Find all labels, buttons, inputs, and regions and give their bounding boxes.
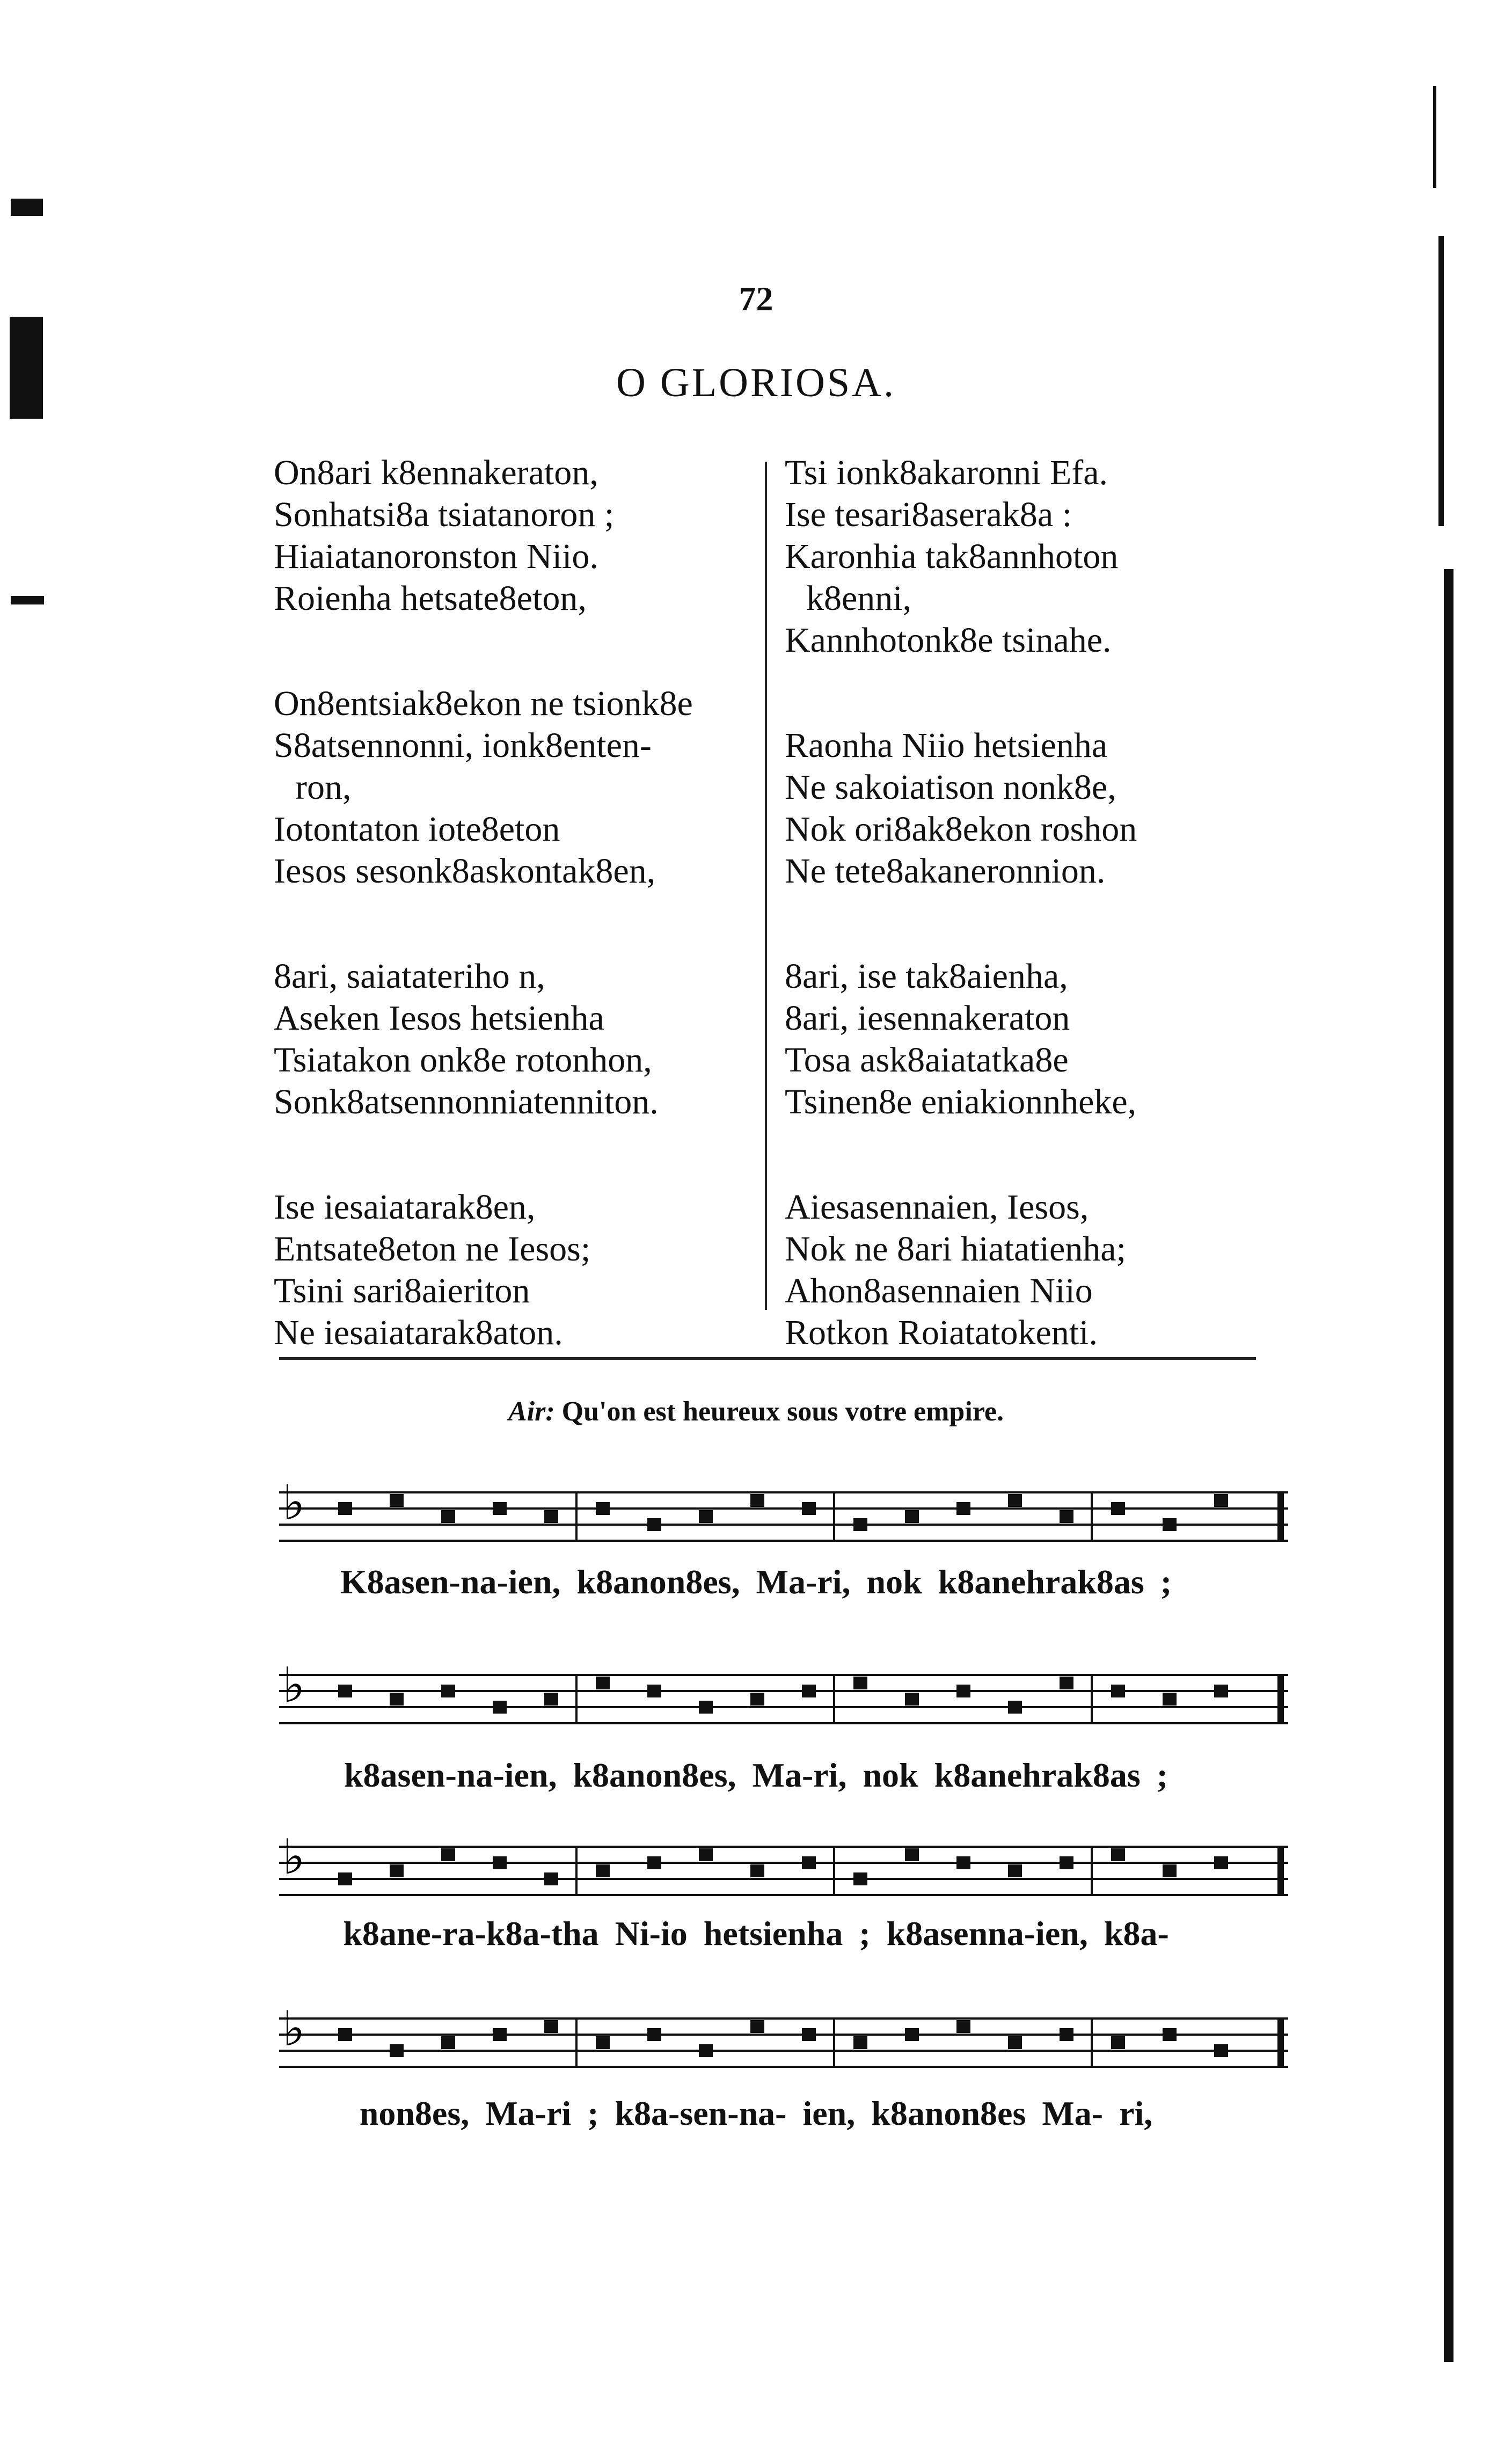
note-square [905, 1693, 919, 1706]
note-square [956, 1502, 970, 1515]
note-square [544, 1693, 558, 1706]
note-square [1111, 1685, 1125, 1697]
section-rule [279, 1357, 1256, 1360]
note-square [1111, 1848, 1125, 1861]
note-square [441, 2036, 455, 2049]
note-square [596, 1864, 610, 1877]
note-square [956, 1685, 970, 1697]
note-square [544, 2020, 558, 2033]
verse-line: Tsinen8e eniakionnheke, [785, 1082, 1137, 1121]
note-square [1163, 1864, 1177, 1877]
verse-line: Ise tesari8aserak8a : [785, 495, 1072, 534]
stanza-gap [785, 1123, 1137, 1186]
note-square [1163, 2028, 1177, 2041]
clef-icon: ♭ [282, 1657, 305, 1714]
air-label: Air: [508, 1396, 555, 1427]
left-edge-mark-3 [11, 596, 44, 604]
note-square [493, 1856, 507, 1869]
note-square [956, 1856, 970, 1869]
note-square [1008, 1701, 1022, 1714]
verse-line: Nok ori8ak8ekon roshon [785, 810, 1137, 849]
note-square [1060, 2028, 1073, 2041]
note-square [544, 1872, 558, 1885]
note-square [853, 2036, 867, 2049]
verse-line: S8atsennonni, ionk8enten- [274, 726, 652, 765]
verse-line: On8entsiak8ekon ne tsionk8e [274, 684, 693, 723]
lyric-line-4: non8es, Ma-ri ; k8a-sen-na- ien, k8anon8es Ma- ri, [359, 2094, 1153, 2132]
note-square [338, 1685, 352, 1697]
note-square [802, 1502, 816, 1515]
stanza-gap [785, 661, 1137, 725]
note-square [1008, 2036, 1022, 2049]
note-square [853, 1677, 867, 1689]
verse-line: Tsi ionk8akaronni Efa. [785, 453, 1108, 492]
note-square [1008, 1864, 1022, 1877]
music-staff-4 [279, 1986, 1299, 2110]
note-square [1214, 2044, 1228, 2057]
verse-line: Kannhotonk8e tsinahe. [785, 621, 1112, 660]
music-staff-2 [279, 1643, 1299, 1766]
note-square [905, 1848, 919, 1861]
note-square [1060, 1856, 1073, 1869]
note-square [750, 1864, 764, 1877]
note-square [802, 1856, 816, 1869]
note-square [390, 1494, 404, 1507]
final-bar [1277, 2019, 1284, 2067]
note-square [596, 2036, 610, 2049]
stanza-gap [274, 1123, 693, 1186]
note-square [699, 1510, 713, 1523]
note-square [905, 1510, 919, 1523]
verse-line: Entsate8eton ne Iesos; [274, 1229, 591, 1269]
note-square [647, 1856, 661, 1869]
note-square [853, 1518, 867, 1531]
right-edge-line-3 [1444, 569, 1453, 2362]
verse-line: Iotontaton iote8eton [274, 810, 560, 849]
stanza-gap [785, 892, 1137, 956]
verse-line: Iesos sesonk8askontak8en, [274, 851, 656, 891]
note-square [1214, 1856, 1228, 1869]
note-square [493, 1502, 507, 1515]
note-square [1163, 1693, 1177, 1706]
verse-line: 8ari, iesennakeraton [785, 999, 1070, 1038]
verse-line: Sonk8atsennonniatenniton. [274, 1082, 659, 1121]
note-square [544, 1510, 558, 1523]
verse-line: Tsiatakon onk8e rotonhon, [274, 1040, 652, 1080]
verse-line: Tsini sari8aieriton [274, 1271, 530, 1310]
note-square [699, 1701, 713, 1714]
note-square [596, 1677, 610, 1689]
note-square [750, 1693, 764, 1706]
left-edge-mark-1 [11, 199, 43, 216]
note-square [1214, 1494, 1228, 1507]
verse-line: Tosa ask8aiatatka8e [785, 1040, 1069, 1080]
note-square [596, 1502, 610, 1515]
note-square [441, 1510, 455, 1523]
verse-line: Ne iesaiatarak8aton. [274, 1313, 563, 1352]
note-square [390, 1693, 404, 1706]
note-square [338, 1502, 352, 1515]
note-square [441, 1685, 455, 1697]
note-square [338, 2028, 352, 2041]
verse-line: Aiesasennaien, Iesos, [785, 1187, 1089, 1227]
note-square [956, 2020, 970, 2033]
verse-line: Roienha hetsate8eton, [274, 579, 587, 618]
stanza-gap [274, 892, 693, 956]
lyric-line-2: k8asen-na-ien, k8anon8es, Ma-ri, nok k8anehrak8as ; [344, 1756, 1168, 1794]
note-square [390, 2044, 404, 2057]
note-square [905, 2028, 919, 2041]
verse-line: Hiaiatanoronston Niio. [274, 537, 598, 576]
verse-line: Ne sakoiatison nonk8e, [785, 768, 1116, 807]
lyric-line-3: k8ane-ra-k8a-tha Ni-io hetsienha ; k8asenna-ien, k8a- [343, 1914, 1169, 1952]
note-square [493, 2028, 507, 2041]
verse-line: Nok ne 8ari hiatatienha; [785, 1229, 1126, 1269]
note-square [647, 2028, 661, 2041]
note-square [1214, 1685, 1228, 1697]
note-square [750, 2020, 764, 2033]
note-square [802, 1685, 816, 1697]
lyric-line-1: K8asen-na-ien, k8anon8es, Ma-ri, nok k8anehrak8as ; [340, 1563, 1172, 1601]
note-square [647, 1685, 661, 1697]
hymn-right-column [785, 452, 1137, 1354]
note-square [1163, 1518, 1177, 1531]
verse-line: Raonha Niio hetsienha [785, 726, 1108, 765]
stanza-gap [274, 620, 693, 683]
verse-line: Ne tete8akaneronnion. [785, 851, 1106, 891]
note-square [338, 1872, 352, 1885]
column-divider [765, 462, 767, 1310]
note-square [1060, 1677, 1073, 1689]
hymn-left-column [274, 452, 693, 1354]
note-square [1060, 1510, 1073, 1523]
verse-line: Ahon8asennaien Niio [785, 1271, 1093, 1310]
clef-icon: ♭ [282, 1829, 305, 1885]
note-square [493, 1701, 507, 1714]
page-title: O GLORIOSA. [616, 360, 896, 405]
final-bar [1277, 1675, 1284, 1723]
note-square [1111, 2036, 1125, 2049]
note-square [699, 1848, 713, 1861]
final-bar [1277, 1492, 1284, 1541]
right-edge-line-1 [1433, 86, 1436, 188]
note-square [802, 2028, 816, 2041]
verse-line: Rotkon Roiatatokenti. [785, 1313, 1098, 1352]
note-square [1008, 1494, 1022, 1507]
verse-line: ron, [295, 768, 352, 807]
verse-line: 8ari, ise tak8aienha, [785, 957, 1068, 996]
verse-line: Aseken Iesos hetsienha [274, 999, 604, 1038]
clef-icon: ♭ [282, 2001, 305, 2057]
note-square [699, 2044, 713, 2057]
note-square [853, 1872, 867, 1885]
verse-line: Ise iesaiatarak8en, [274, 1187, 536, 1227]
note-square [1111, 1502, 1125, 1515]
air-heading [0, 1396, 1512, 1427]
verse-line: 8ari, saiatateriho n, [274, 957, 545, 996]
note-square [647, 1518, 661, 1531]
verse-line: Karonhia tak8annhoton [785, 537, 1119, 576]
final-bar [1277, 1847, 1284, 1895]
verse-line: Sonhatsi8a tsiatanoron ; [274, 495, 615, 534]
note-square [750, 1494, 764, 1507]
note-square [441, 1848, 455, 1861]
verse-line: On8ari k8ennakeraton, [274, 453, 598, 492]
verse-line: k8enni, [806, 579, 912, 618]
clef-icon: ♭ [282, 1475, 305, 1531]
note-square [390, 1864, 404, 1877]
page-number: 72 [739, 280, 773, 318]
air-title: Qu'on est heureux sous votre empire. [561, 1396, 1004, 1427]
